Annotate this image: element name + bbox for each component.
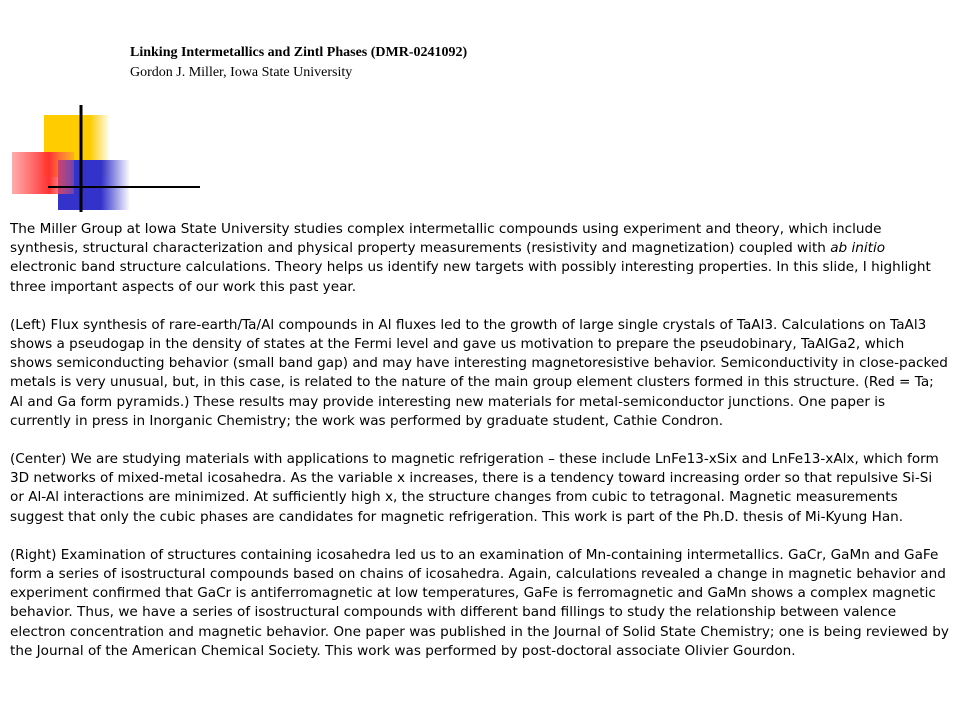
body-text (10, 220, 950, 661)
slide-title: Linking Intermetallics and Zintl Phases (DMR-0241092) (130, 45, 468, 60)
slide-subtitle: Gordon J. Miller, Iowa State University (130, 65, 353, 80)
intro-text-after: electronic band structure calculations. Theory helps us identify new targets with possibly interesting properties. In this slide, I highlight three important aspects of our work this past year. (10, 259, 931, 295)
header (130, 43, 467, 83)
intro-text-italic: ab initio (830, 240, 886, 257)
left-paragraph: (Left) Flux synthesis of rare-earth/Ta/Al compounds in Al fluxes led to the growth of large single crystals of TaAl3. Calculations on TaAl3 shows a pseudogap in the density of states at the Fermi level and gave us motivation to prepare the pseudobinary, TaAlGa2, which shows semiconducting behavior (small band gap) and may have interesting magnetoresistive behavior. Semiconductivity in close-packed metals is very unusual, but, in this case, is related to the nature of the main group element clusters formed in this structure. (Red = Ta; Al and Ga form pyramids.) These results may provide interesting new materials for metal-semiconductor junctions. One paper is currently in press in Inorganic Chemistry; the work was performed by graduate student, Cathie Condron. (10, 316, 948, 429)
decorative-squares-graphic (0, 100, 200, 220)
center-paragraph: (Center) We are studying materials with applications to magnetic refrigeration – these include LnFe13-xSix and LnFe13-xAlx, which form 3D networks of mixed-metal icosahedra. As the variable x increases, there is a tendency toward increasing order so that repulsive Si-Si or Al-Al interactions are minimized. At sufficiently high x, the structure changes from cubic to tetragonal. Magnetic measurements suggest that only the cubic phases are candidates for magnetic refrigeration. This work is part of the Ph.D. thesis of Mi-Kyung Han. (10, 451, 939, 525)
intro-text-before: The Miller Group at Iowa State University studies complex intermetallic compounds using experiment and theory, which include synthesis, structural characterization and physical property measurements (resistivity and magnetization) coupled with (10, 221, 882, 257)
intro-paragraph (10, 220, 950, 297)
right-paragraph: (Right) Examination of structures containing icosahedra led us to an examination of Mn-containing intermetallics. GaCr, GaMn and GaFe form a series of isostructural compounds based on chains of icosahedra. Again, calculations revealed a change in magnetic behavior and experiment confirmed that GaCr is antiferromagnetic at low temperatures, GaFe is ferromagnetic and GaMn shows a complex magnetic behavior. Thus, we have a series of isostructural compounds with different band fillings to study the relationship between valence electron concentration and magnetic behavior. One paper was published in the Journal of Solid State Chemistry; one is being reviewed by the Journal of the American Chemical Society. This work was performed by post-doctoral associate Olivier Gourdon. (10, 546, 949, 659)
